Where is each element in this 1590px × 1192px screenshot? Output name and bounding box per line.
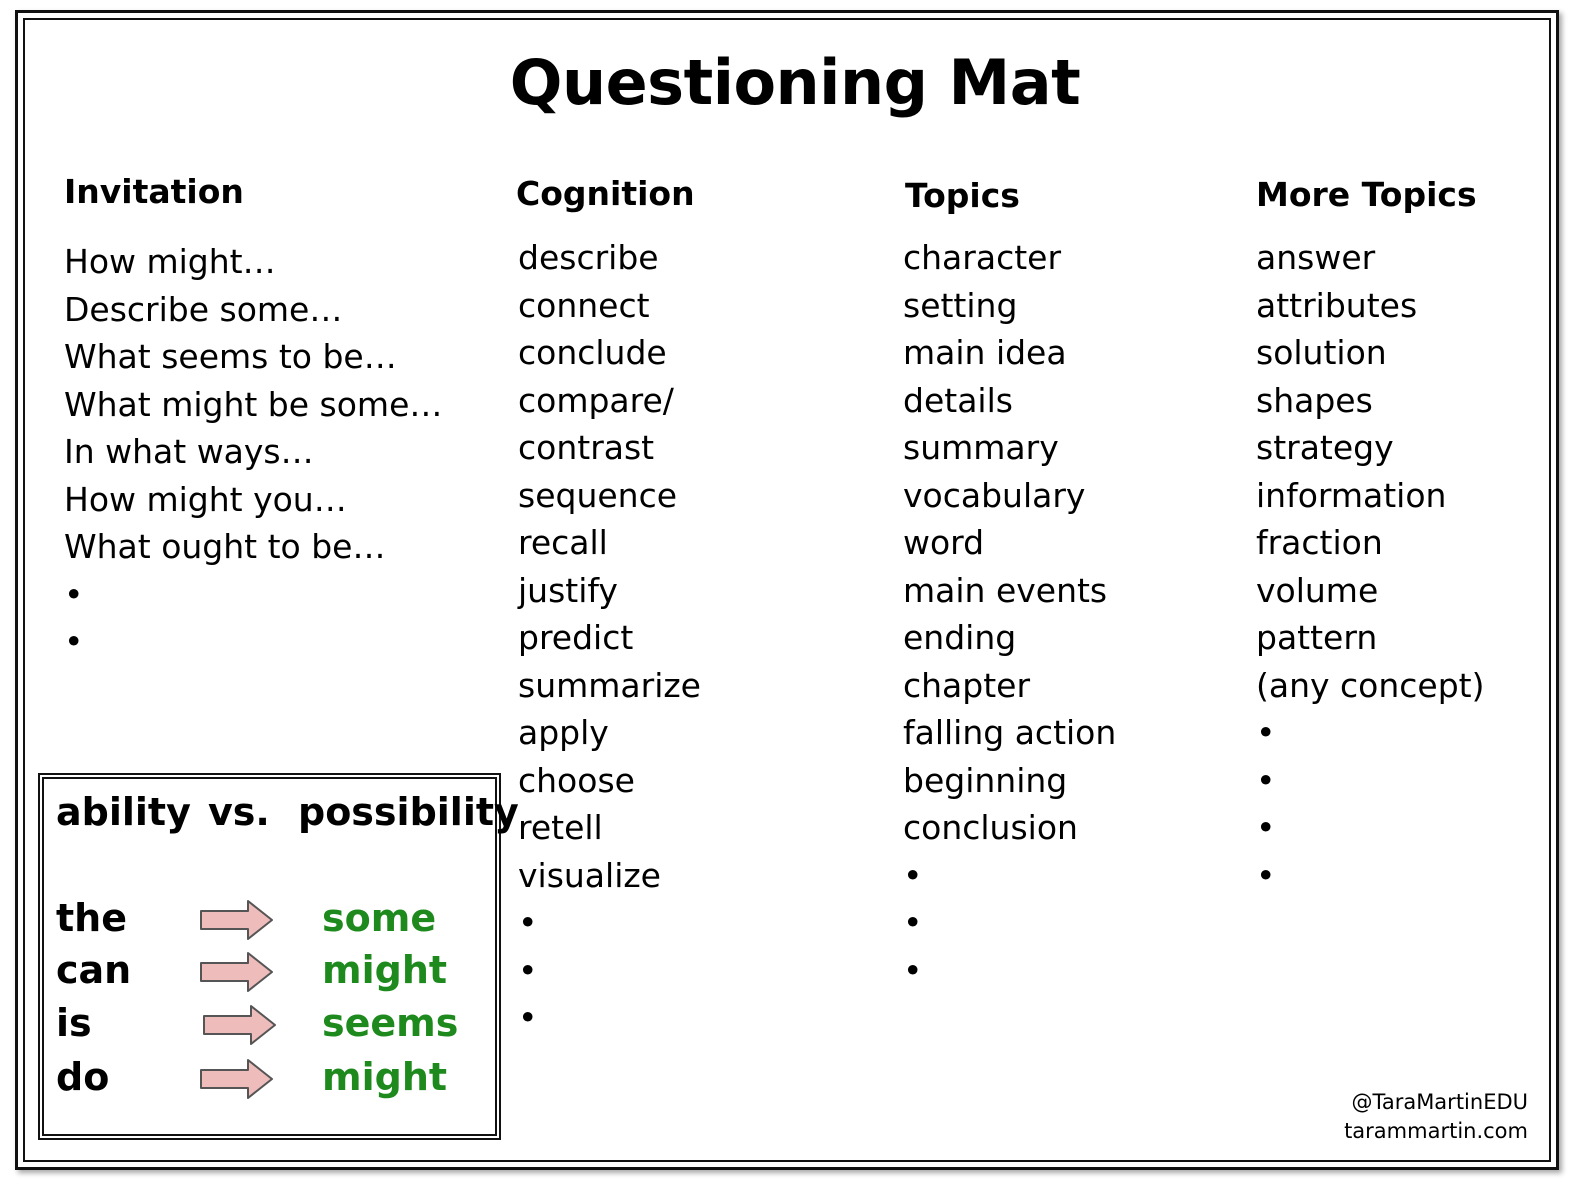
ability-label: ability	[56, 790, 191, 834]
empty-bullet: •	[518, 903, 538, 942]
list-item: chapter	[903, 665, 1031, 705]
ability-word: do	[56, 1055, 110, 1099]
list-item: sequence	[518, 475, 678, 515]
list-item: fraction	[1256, 523, 1383, 562]
list-item: How might you…	[64, 479, 347, 519]
list-item: What ought to be…	[64, 527, 386, 566]
right-arrow-icon	[198, 898, 276, 942]
list-item: recall	[518, 523, 608, 562]
list-item: setting	[903, 285, 1018, 325]
empty-bullet: •	[518, 998, 538, 1037]
word-swap-row	[0, 948, 1590, 1002]
list-item: apply	[518, 713, 609, 752]
empty-bullet: •	[64, 622, 84, 661]
page-title: Questioning Mat	[509, 46, 1081, 119]
topics-list	[903, 234, 1116, 994]
list-item: strategy	[1256, 428, 1394, 467]
column-heading: Cognition	[516, 174, 695, 213]
list-item: visualize	[518, 855, 661, 895]
twitter-handle: @TaraMartinEDU	[1351, 1090, 1528, 1114]
list-item: describe	[518, 238, 659, 277]
possibility-word: might	[322, 948, 448, 992]
list-item: word	[903, 523, 985, 562]
list-item: predict	[518, 618, 634, 657]
list-item: (any concept)	[1256, 665, 1485, 705]
empty-bullet: •	[903, 903, 923, 942]
list-item: beginning	[903, 760, 1068, 800]
list-item: choose	[518, 760, 635, 800]
list-item: justify	[518, 570, 618, 610]
website-link: tarammartin.com	[1344, 1119, 1528, 1143]
empty-bullet: •	[64, 574, 84, 614]
vs-label: vs.	[208, 790, 270, 834]
list-item: main idea	[903, 333, 1067, 372]
list-item: answer	[1256, 238, 1376, 277]
right-arrow-icon	[198, 1057, 276, 1101]
list-item: connect	[518, 285, 650, 325]
list-item: Describe some…	[64, 289, 343, 329]
empty-bullet: •	[903, 855, 923, 895]
ability-word: the	[56, 896, 127, 940]
ability-word: is	[56, 1001, 92, 1045]
right-arrow-icon	[201, 1003, 279, 1047]
invitation-list	[64, 238, 442, 666]
list-item: pattern	[1256, 618, 1378, 657]
list-item: attributes	[1256, 285, 1418, 325]
column-heading: Invitation	[64, 172, 244, 211]
list-item: conclusion	[903, 808, 1078, 847]
empty-bullet: •	[1256, 760, 1276, 800]
possibility-label: possibility	[298, 790, 519, 834]
list-item: vocabulary	[903, 475, 1086, 515]
possibility-word: might	[322, 1055, 448, 1099]
list-item: What seems to be…	[64, 337, 397, 376]
list-item: solution	[1256, 333, 1387, 372]
word-swap-row	[0, 1001, 1590, 1055]
list-item: summary	[903, 428, 1059, 467]
column-heading: Topics	[905, 176, 1020, 215]
right-arrow-icon	[198, 950, 276, 994]
more-topics-list	[1256, 234, 1485, 899]
empty-bullet: •	[1256, 713, 1276, 752]
list-item: How might…	[64, 242, 276, 281]
list-item: retell	[518, 808, 603, 847]
list-item: ending	[903, 618, 1017, 657]
list-item: information	[1256, 475, 1447, 515]
empty-bullet: •	[1256, 808, 1276, 847]
ability-word: can	[56, 948, 132, 992]
list-item: character	[903, 238, 1062, 277]
list-item: shapes	[1256, 380, 1373, 420]
list-item: In what ways…	[64, 432, 314, 471]
list-item: compare/	[518, 380, 674, 420]
column-heading: More Topics	[1256, 175, 1477, 214]
possibility-word: some	[322, 896, 437, 940]
list-item: contrast	[518, 428, 655, 467]
list-item: details	[903, 380, 1013, 420]
list-item: summarize	[518, 665, 701, 705]
possibility-word: seems	[322, 1001, 459, 1045]
list-item: main events	[903, 570, 1108, 610]
list-item: falling action	[903, 713, 1117, 752]
list-item: volume	[1256, 570, 1379, 610]
empty-bullet: •	[903, 950, 923, 990]
empty-bullet: •	[1256, 855, 1276, 895]
author-credit	[1344, 1088, 1528, 1146]
list-item: conclude	[518, 333, 667, 372]
list-item: What might be some…	[64, 384, 443, 424]
word-swap-row	[0, 896, 1590, 950]
empty-bullet: •	[518, 950, 538, 990]
